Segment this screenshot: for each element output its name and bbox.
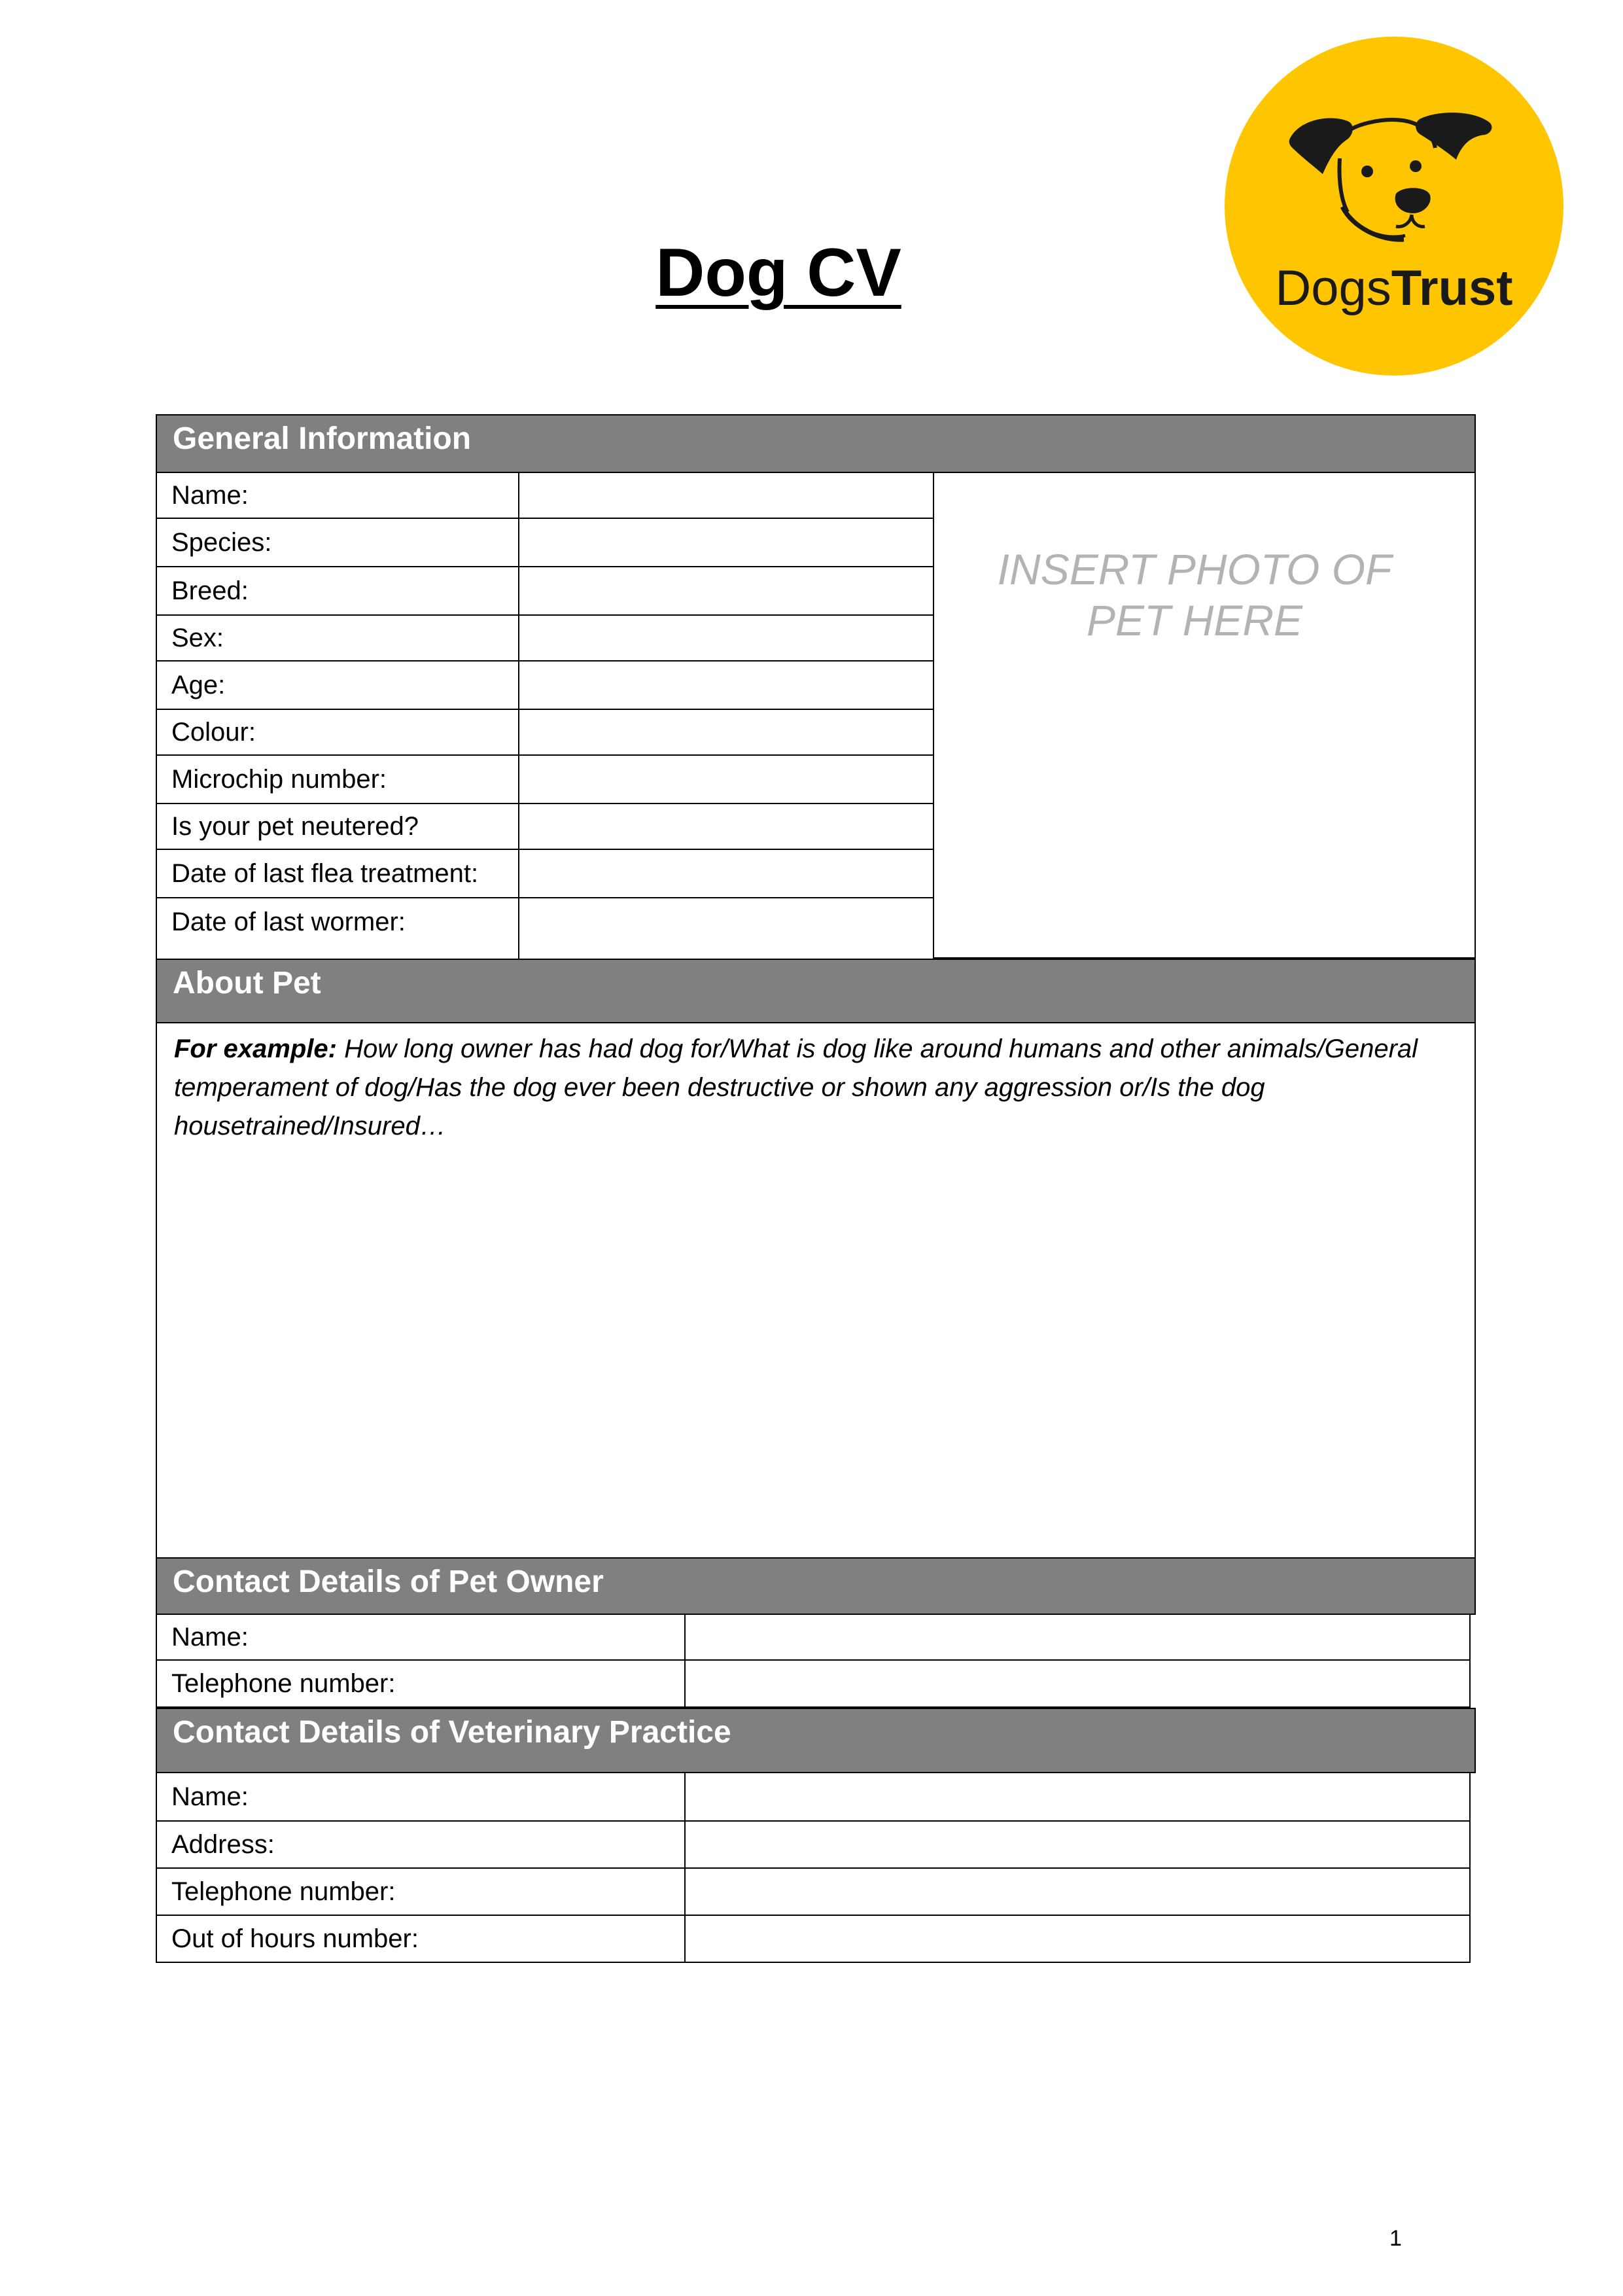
field-label: Species: xyxy=(156,518,519,567)
section-header-general: General Information xyxy=(156,414,1476,473)
table-row xyxy=(156,1614,1470,1660)
general-info-table xyxy=(156,472,934,963)
logo-wordmark: DogsTrust xyxy=(1275,260,1513,316)
section-header-owner: Contact Details of Pet Owner xyxy=(156,1557,1476,1615)
table-row xyxy=(156,898,934,962)
owner-telephone-field[interactable] xyxy=(685,1660,1470,1707)
species-field[interactable] xyxy=(519,518,934,567)
dogs-trust-logo xyxy=(1225,37,1563,376)
field-label: Breed: xyxy=(156,567,519,615)
vet-name-field[interactable] xyxy=(685,1773,1470,1821)
colour-field[interactable] xyxy=(519,709,934,755)
flea-treatment-field[interactable] xyxy=(519,849,934,898)
photo-placeholder-text: INSERT PHOTO OF PET HERE xyxy=(997,545,1392,645)
section-header-vet: Contact Details of Veterinary Practice xyxy=(156,1708,1476,1773)
table-row xyxy=(156,849,934,898)
table-row xyxy=(156,755,934,804)
field-label: Out of hours number: xyxy=(156,1915,685,1962)
field-label: Date of last wormer: xyxy=(156,898,519,962)
owner-contact-table xyxy=(156,1614,1471,1708)
field-label: Age: xyxy=(156,661,519,709)
table-row xyxy=(156,1915,1470,1962)
wormer-field[interactable] xyxy=(519,898,934,962)
table-row xyxy=(156,1660,1470,1707)
name-field[interactable] xyxy=(519,472,934,518)
field-label: Is your pet neutered? xyxy=(156,804,519,849)
vet-contact-table xyxy=(156,1772,1471,1963)
field-label: Address: xyxy=(156,1821,685,1868)
owner-name-field[interactable] xyxy=(685,1614,1470,1660)
age-field[interactable] xyxy=(519,661,934,709)
field-label: Name: xyxy=(156,472,519,518)
field-label: Telephone number: xyxy=(156,1660,685,1707)
table-row xyxy=(156,1868,1470,1915)
breed-field[interactable] xyxy=(519,567,934,615)
sex-field[interactable] xyxy=(519,615,934,661)
vet-telephone-field[interactable] xyxy=(685,1868,1470,1915)
table-row xyxy=(156,615,934,661)
section-header-about: About Pet xyxy=(156,959,1476,1023)
field-label: Sex: xyxy=(156,615,519,661)
table-row xyxy=(156,472,934,518)
field-label: Colour: xyxy=(156,709,519,755)
table-row xyxy=(156,567,934,615)
table-row xyxy=(156,709,934,755)
page-number: 1 xyxy=(1389,2226,1402,2251)
photo-placeholder[interactable] xyxy=(934,472,1476,959)
field-label: Telephone number: xyxy=(156,1868,685,1915)
table-row xyxy=(156,804,934,849)
neutered-field[interactable] xyxy=(519,804,934,849)
vet-out-of-hours-field[interactable] xyxy=(685,1915,1470,1962)
microchip-field[interactable] xyxy=(519,755,934,804)
about-pet-textarea[interactable] xyxy=(156,1022,1476,1557)
table-row xyxy=(156,518,934,567)
table-row xyxy=(156,1821,1470,1868)
about-pet-prompt: For example: How long owner has had dog for/What is dog like around humans and other animals/General temperament of dog/Has the dog ever been destructive or shown any aggression or/Is the dog housetrained/Insured… xyxy=(174,1034,1418,1140)
page-title: Dog CV xyxy=(655,235,901,311)
field-label: Date of last flea treatment: xyxy=(156,849,519,898)
field-label: Name: xyxy=(156,1773,685,1821)
table-row xyxy=(156,1773,1470,1821)
field-label: Name: xyxy=(156,1614,685,1660)
vet-address-field[interactable] xyxy=(685,1821,1470,1868)
field-label: Microchip number: xyxy=(156,755,519,804)
table-row xyxy=(156,661,934,709)
